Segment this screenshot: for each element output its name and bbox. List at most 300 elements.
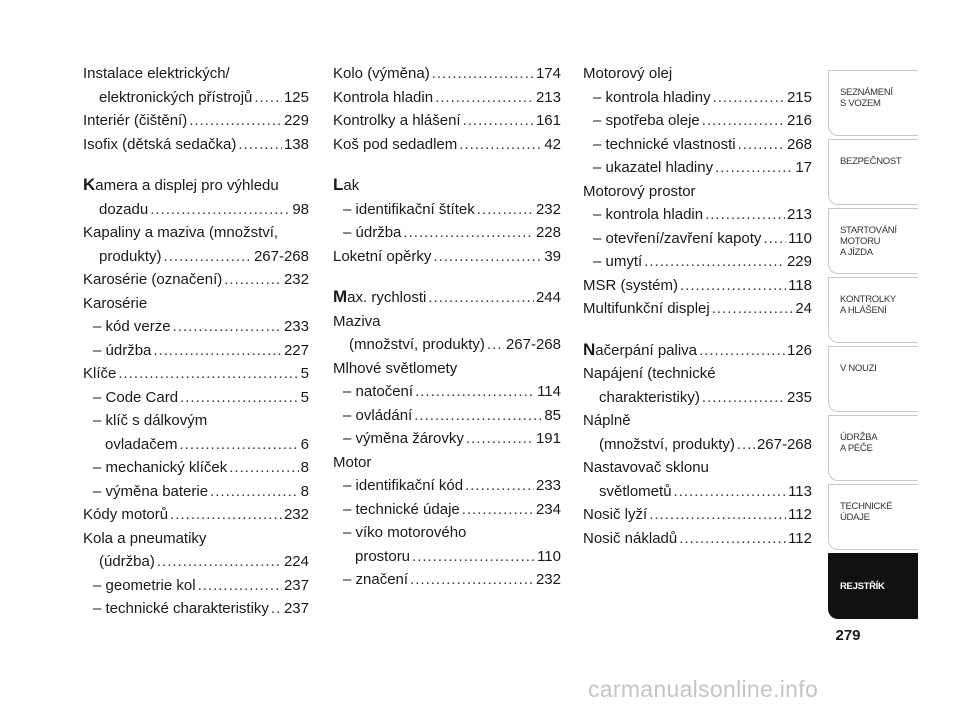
tab-rejstrik[interactable]: REJSTŘÍK (828, 553, 918, 619)
index-entry[interactable] (333, 62, 561, 86)
index-entry[interactable] (333, 380, 561, 404)
entry-text: Mlhové světlomety (333, 359, 458, 377)
entry-text: Nosič nákladů (583, 529, 678, 547)
tab-technicke[interactable]: TECHNICKÉ ÚDAJE (828, 484, 918, 550)
page-ref[interactable]: 244 (535, 289, 561, 306)
page-ref[interactable]: 232 (283, 271, 309, 288)
index-entry[interactable] (583, 297, 812, 321)
entry-text: – víko motorového (343, 524, 466, 541)
entry-text: – kód verze (93, 315, 171, 339)
entry-text: – identifikační kód (343, 474, 463, 498)
entry-text: Klíče (83, 365, 117, 382)
entry-text: Karosérie (označení) (83, 271, 223, 288)
index-entry[interactable] (333, 133, 561, 157)
page-ref[interactable]: 234 (535, 500, 561, 518)
page-ref[interactable]: 191 (535, 430, 561, 447)
dot-leader (487, 333, 504, 357)
index-line (333, 221, 561, 245)
page-ref[interactable]: 229 (283, 112, 309, 129)
entry-text: elektronických přístrojů (99, 88, 253, 106)
entry-text: Multifunkční displej (583, 300, 710, 317)
index-entry[interactable] (333, 568, 561, 592)
index-entry[interactable] (583, 274, 812, 298)
index-entry[interactable] (83, 597, 309, 621)
entry-text: Nastavovač sklonu (583, 459, 709, 476)
index-entry[interactable] (333, 357, 561, 381)
index-entry[interactable] (583, 156, 812, 180)
index-entry[interactable] (83, 456, 309, 480)
entry-text: – údržba (93, 339, 151, 363)
watermark: carmanualsonline.info (588, 676, 819, 702)
dot-leader (118, 362, 298, 386)
dot-leader (644, 250, 785, 274)
dot-leader (649, 503, 786, 527)
section-initial: M (333, 287, 348, 306)
index-entry[interactable] (83, 221, 309, 268)
index-entry[interactable] (83, 173, 309, 221)
entry-text: Instalace elektrických/ (83, 65, 230, 82)
index-heading (83, 62, 309, 86)
page-ref[interactable]: 235 (786, 388, 812, 406)
dot-leader (415, 380, 535, 404)
index-line (333, 198, 561, 222)
index-line (83, 133, 309, 157)
entry-text: Kapaliny a maziva (množství, (83, 224, 279, 241)
index-entry[interactable] (583, 133, 812, 157)
index-line (333, 109, 561, 133)
dot-leader (180, 433, 299, 457)
index-heading (83, 409, 309, 433)
index-entry[interactable] (583, 109, 812, 133)
entry-text: Kola a pneumatiky (83, 529, 207, 547)
index-entry[interactable] (583, 338, 812, 363)
index-entry[interactable] (83, 339, 309, 363)
index-line (583, 274, 812, 298)
index-entry[interactable] (83, 268, 309, 292)
dot-leader (702, 386, 785, 410)
dot-leader (229, 456, 298, 480)
entry-text: – geometrie kol (93, 574, 196, 598)
entry-text: – kontrola hladin (593, 203, 703, 227)
index-column-1 (83, 62, 309, 621)
index-heading (83, 221, 309, 245)
index-entry[interactable] (333, 521, 561, 568)
dot-leader (164, 245, 252, 269)
index-heading (333, 357, 561, 381)
page-ref[interactable]: 138 (283, 135, 309, 153)
page-ref[interactable]: 6 (300, 435, 309, 453)
page-ref[interactable]: 224 (283, 553, 309, 570)
page-ref[interactable]: 114 (537, 383, 561, 400)
index-entry[interactable] (333, 109, 561, 133)
index-heading (83, 292, 309, 316)
page-ref[interactable]: 112 (788, 506, 812, 523)
index-entry[interactable] (83, 527, 309, 574)
entry-text: Koš pod sedadlem (333, 135, 458, 153)
page-ref[interactable]: 267-268 (756, 435, 812, 453)
index-entry[interactable] (83, 574, 309, 598)
dot-leader (699, 339, 785, 363)
index-line (583, 386, 812, 410)
section-initial: L (333, 175, 344, 194)
page-ref[interactable]: 42 (544, 135, 561, 153)
index-line (83, 268, 309, 292)
dot-leader (271, 597, 282, 621)
index-line (583, 527, 812, 551)
entry-text: – technické charakteristiky (93, 597, 269, 621)
dot-leader (737, 433, 755, 457)
page-ref[interactable]: 237 (283, 576, 309, 594)
page-ref[interactable]: 232 (535, 571, 561, 588)
dot-leader (679, 527, 786, 551)
index-line (83, 433, 309, 457)
dot-leader (428, 286, 534, 310)
page-ref[interactable]: 113 (788, 482, 812, 500)
index-entry[interactable] (333, 198, 561, 222)
page-ref[interactable]: 216 (786, 112, 812, 129)
entry-text: Motorový prostor (583, 182, 696, 200)
dot-leader (238, 133, 282, 157)
index-entry[interactable] (333, 173, 561, 198)
dot-leader (463, 109, 534, 133)
entry-text: – Code Card (93, 386, 178, 410)
dot-leader (712, 297, 794, 321)
entry-text: charakteristiky) (599, 388, 700, 406)
dot-leader (674, 480, 787, 504)
page-ref[interactable]: 5 (300, 388, 309, 406)
index-column-2 (333, 62, 561, 592)
index-line (83, 362, 309, 386)
index-column-3 (583, 62, 812, 550)
page-ref[interactable]: 126 (786, 341, 812, 359)
entry-text: ačerpání paliva (595, 341, 698, 359)
entry-text: (údržba) (99, 553, 155, 570)
entry-text: – ukazatel hladiny (593, 156, 713, 180)
index-line (583, 86, 812, 110)
dot-leader (477, 198, 534, 222)
entry-text: Kontrolky a hlášení (333, 112, 461, 129)
index-entry[interactable] (583, 527, 812, 551)
index-entry[interactable] (333, 474, 561, 498)
entry-text: amera a displej pro výhledu (95, 177, 279, 194)
page-ref[interactable]: 213 (535, 88, 561, 106)
entry-text: produkty) (99, 247, 162, 265)
index-line (333, 568, 561, 592)
dot-leader (465, 474, 534, 498)
entry-text: – výměna baterie (93, 480, 208, 504)
index-line (83, 339, 309, 363)
index-entry[interactable] (583, 250, 812, 274)
page-ref[interactable]: 233 (283, 318, 309, 335)
index-entry[interactable] (83, 292, 309, 316)
index-heading (333, 451, 561, 475)
entry-text: Kontrola hladin (333, 88, 434, 106)
index-entry[interactable] (333, 86, 561, 110)
index-entry[interactable] (583, 180, 812, 204)
index-line (83, 245, 309, 269)
dot-leader (198, 574, 282, 598)
section-initial: N (583, 339, 596, 359)
entry-text: Napájení (technické (583, 365, 716, 382)
entry-text: – klíč s dálkovým (93, 412, 207, 429)
index-line (333, 333, 561, 357)
page-ref[interactable]: 24 (795, 300, 812, 317)
index-line (333, 427, 561, 451)
index-entry[interactable] (333, 498, 561, 522)
entry-text: – značení (343, 568, 408, 592)
index-heading (583, 62, 812, 86)
section-gap (333, 156, 561, 173)
dot-leader (153, 339, 282, 363)
index-entry[interactable] (583, 456, 812, 503)
index-entry[interactable] (583, 203, 812, 227)
index-entry[interactable] (583, 503, 812, 527)
index-line (333, 245, 561, 269)
dot-leader (412, 545, 535, 569)
index-entry[interactable] (83, 362, 309, 386)
tab-bezpecnost[interactable]: BEZPEČNOST (828, 139, 918, 205)
index-heading (333, 173, 561, 198)
index-line (83, 480, 309, 504)
index-entry[interactable] (333, 451, 561, 475)
index-line (83, 198, 309, 222)
entry-text: Karosérie (83, 294, 148, 312)
tab-startovani[interactable]: STARTOVÁNÍ MOTORU A JÍZDA (828, 208, 918, 274)
entry-text: Loketní opěrky (333, 247, 432, 265)
dot-leader (210, 480, 299, 504)
dot-leader (410, 568, 534, 592)
index-line (83, 597, 309, 621)
dot-leader (157, 550, 282, 574)
index-heading (583, 456, 812, 480)
tab-v-nouzi[interactable]: V NOUZI (828, 346, 918, 412)
page-ref[interactable]: 227 (283, 341, 309, 359)
entry-text: – údržba (343, 221, 401, 245)
entry-text: – natočení (343, 380, 413, 404)
tab-seznameni[interactable]: SEZNÁMENÍ S VOZEM (828, 70, 918, 136)
index-entry[interactable] (583, 62, 812, 86)
index-line (83, 109, 309, 133)
index-line (333, 545, 561, 569)
index-line (83, 456, 309, 480)
section-initial: K (83, 175, 96, 194)
index-line (333, 285, 561, 310)
entry-text: – technické údaje (343, 498, 460, 522)
page-ref[interactable]: 237 (283, 600, 309, 617)
index-entry[interactable] (83, 409, 309, 456)
index-line (583, 109, 812, 133)
index-line (83, 315, 309, 339)
index-line (333, 380, 561, 404)
index-line (83, 574, 309, 598)
dot-leader (680, 274, 786, 298)
page-ref[interactable]: 8 (300, 459, 309, 476)
index-entry[interactable] (333, 221, 561, 245)
page-ref[interactable]: 233 (535, 477, 561, 494)
page-ref[interactable]: 232 (535, 200, 561, 218)
index-line (333, 133, 561, 157)
index-entry[interactable] (333, 404, 561, 428)
section-gap (83, 156, 309, 173)
page-ref[interactable]: 161 (535, 112, 561, 129)
index-line (83, 386, 309, 410)
index-heading (583, 180, 812, 204)
tab-kontrolky[interactable]: KONTROLKY A HLÁŠENÍ (828, 277, 918, 343)
entry-text: ax. rychlosti (347, 289, 427, 306)
entry-text: světlometů (599, 482, 672, 500)
index-line (83, 86, 309, 110)
page-ref[interactable]: 229 (786, 253, 812, 270)
entry-text: ovladačem (105, 435, 178, 453)
page-ref[interactable]: 267-268 (253, 247, 309, 265)
dot-leader (713, 86, 785, 110)
index-entry[interactable] (583, 86, 812, 110)
dot-leader (150, 198, 290, 222)
page-ref[interactable]: 5 (300, 365, 309, 382)
entry-text: (množství, produkty) (349, 336, 485, 353)
section-gap (333, 268, 561, 285)
page-ref[interactable]: 228 (535, 224, 561, 241)
section-gap (583, 321, 812, 338)
dot-leader (180, 386, 299, 410)
page-ref[interactable]: 174 (535, 65, 561, 82)
dot-leader (435, 86, 534, 110)
page-ref[interactable]: 98 (292, 200, 309, 218)
index-line (333, 86, 561, 110)
entry-text: – kontrola hladiny (593, 86, 711, 110)
index-line (583, 433, 812, 457)
entry-text: (množství, produkty) (599, 435, 735, 453)
index-line (583, 227, 812, 251)
index-line (583, 133, 812, 157)
page-ref[interactable]: 213 (786, 206, 812, 223)
page-ref[interactable]: 232 (283, 506, 309, 523)
entry-text: Kódy motorů (83, 506, 169, 523)
page-ref[interactable]: 267-268 (505, 336, 561, 353)
dot-leader (462, 498, 534, 522)
page-ref[interactable]: 125 (283, 88, 309, 106)
index-entry[interactable] (583, 227, 812, 251)
entry-text: Motor (333, 453, 372, 471)
chapter-tabs (828, 70, 918, 622)
page-ref[interactable]: 268 (786, 135, 812, 153)
dot-leader (702, 109, 785, 133)
entry-text: Maziva (333, 312, 381, 330)
dot-leader (173, 315, 282, 339)
dot-leader (705, 203, 785, 227)
index-heading (583, 409, 812, 433)
dot-leader (432, 62, 534, 86)
dot-leader (170, 503, 282, 527)
index-entry[interactable] (83, 503, 309, 527)
dot-leader (715, 156, 793, 180)
page-ref[interactable]: 8 (300, 482, 309, 500)
index-entry[interactable] (83, 315, 309, 339)
index-entry[interactable] (83, 480, 309, 504)
page-ref[interactable]: 110 (788, 229, 812, 247)
entry-text: Nosič lyží (583, 506, 648, 523)
index-line (583, 480, 812, 504)
dot-leader (763, 227, 786, 251)
index-entry[interactable] (583, 409, 812, 456)
index-heading (83, 527, 309, 551)
index-entry[interactable] (333, 310, 561, 357)
page-ref[interactable]: 110 (537, 547, 561, 565)
index-heading (333, 310, 561, 334)
index-entry[interactable] (583, 362, 812, 409)
index-entry[interactable] (83, 109, 309, 133)
page-ref[interactable]: 17 (795, 159, 812, 176)
index-heading (333, 521, 561, 545)
index-entry[interactable] (333, 245, 561, 269)
entry-text: – technické vlastnosti (593, 133, 736, 157)
index-entry[interactable] (83, 386, 309, 410)
index-heading (583, 362, 812, 386)
dot-leader (466, 427, 534, 451)
entry-text: Interiér (čištění) (83, 112, 188, 129)
page-ref[interactable]: 85 (544, 406, 561, 424)
index-entry[interactable] (83, 62, 309, 109)
dot-leader (224, 268, 282, 292)
tab-udrzba[interactable]: ÚDRŽBA A PÉČE (828, 415, 918, 481)
index-line (583, 297, 812, 321)
entry-text: Kolo (výměna) (333, 65, 430, 82)
entry-text: Náplně (583, 412, 631, 429)
entry-text: – otevření/zavření kapoty (593, 227, 761, 251)
entry-text: dozadu (99, 200, 149, 218)
entry-text: prostoru (355, 547, 411, 565)
index-entry[interactable] (333, 285, 561, 310)
index-heading (83, 173, 309, 198)
index-line (583, 338, 812, 363)
entry-text: Isofix (dětská sedačka) (83, 135, 237, 153)
page-ref[interactable]: 39 (544, 247, 561, 265)
page-ref[interactable]: 112 (788, 529, 812, 547)
entry-text: – umytí (593, 250, 642, 274)
dot-leader (459, 133, 542, 157)
dot-leader (414, 404, 542, 428)
index-entry[interactable] (333, 427, 561, 451)
dot-leader (738, 133, 785, 157)
entry-text: – mechanický klíček (93, 456, 227, 480)
entry-text: MSR (systém) (583, 276, 678, 294)
dot-leader (189, 109, 282, 133)
index-line (583, 503, 812, 527)
entry-text: – spotřeba oleje (593, 109, 700, 133)
index-line (583, 203, 812, 227)
index-line (333, 62, 561, 86)
index-line (333, 474, 561, 498)
dot-leader (433, 245, 542, 269)
index-line (83, 503, 309, 527)
dot-leader (254, 86, 282, 110)
entry-text: – výměna žárovky (343, 427, 464, 451)
index-line (83, 550, 309, 574)
page-number: 279 (835, 627, 861, 644)
page-ref[interactable]: 215 (786, 88, 812, 106)
entry-text: – identifikační štítek (343, 198, 475, 222)
index-line (583, 250, 812, 274)
index-line (333, 404, 561, 428)
page-ref[interactable]: 118 (788, 276, 812, 294)
index-entry[interactable] (83, 133, 309, 157)
index-line (333, 498, 561, 522)
index-line (583, 156, 812, 180)
entry-text: – ovládání (343, 404, 412, 428)
entry-text: ak (343, 177, 360, 194)
dot-leader (403, 221, 534, 245)
entry-text: Motorový olej (583, 65, 673, 82)
